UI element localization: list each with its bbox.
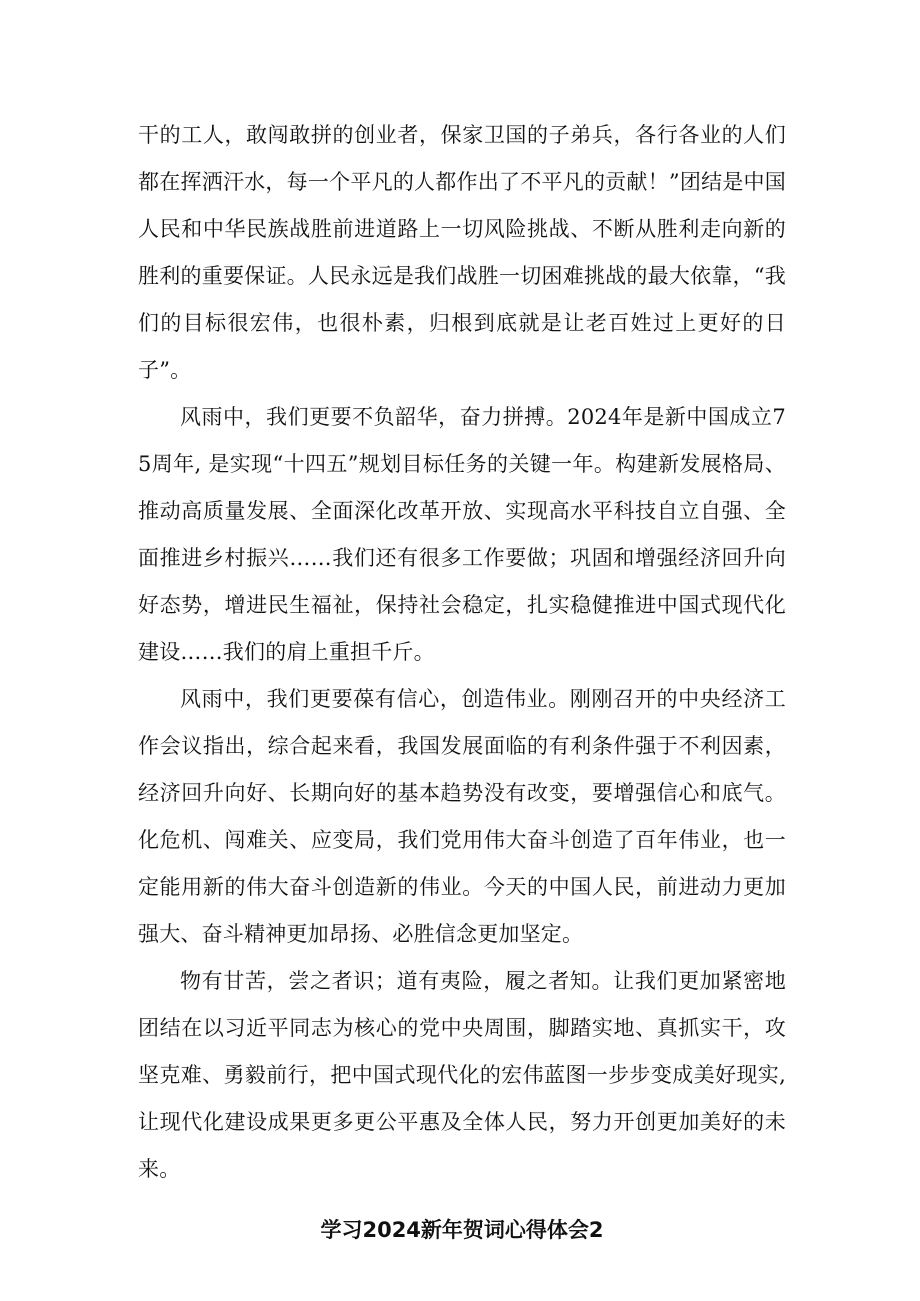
- paragraph-continuation: 干的工人，敢闯敢拼的创业者，保家卫国的子弟兵，各行各业的人们都在挥洒汗水，每一个平凡的人都作出了不平凡的贡献！”团结是中国人民和中华民族战胜前进道路上一切风险挑战、不断从胜利走向新的胜利的重要保证。人民永远是我们战胜一切困难挑战的最大依靠，“我们的目标很宏伟，也很朴素，归根到底就是让老百姓过上更好的日子”。: [138, 123, 786, 382]
- document-page: [138, 112, 786, 1254]
- section-title: 学习2024新年贺词心得体会2: [320, 1218, 604, 1242]
- paragraph-conclusion: 物有甘苦，尝之者识；道有夷险，履之者知。让我们更加紧密地团结在以习近平同志为核心的党中央周围，脚踏实地、真抓实干，攻坚克难、勇毅前行，把中国式现代化的宏伟蓝图一步步变成美好现实, 让现代化建设成果更多更公平惠及全体人民，努力开创更加美好的未来。: [138, 969, 786, 1181]
- paragraph-confidence: 风雨中，我们更要葆有信心，创造伟业。刚刚召开的中央经济工作会议指出，综合起来看，我国发展面临的有利条件强于不利因素，经济回升向好、长期向好的基本趋势没有改变，要增强信心和底气。化危机、闯难关、应变局，我们党用伟大奋斗创造了百年伟业，也一定能用新的伟大奋斗创造新的伟业。今天的中国人民，前进动力更加强大、奋斗精神更加昂扬、必胜信念更加坚定。: [138, 687, 786, 946]
- paragraph-strive: 风雨中，我们更要不负韶华，奋力拼搏。2024年是新中国成立75周年, 是实现“十四五”规划目标任务的关键一年。构建新发展格局、推动高质量发展、全面深化改革开放、实现高水平科技自立自强、全面推进乡村振兴……我们还有很多工作要做；巩固和增强经济回升向好态势，增进民生福祉，保持社会稳定，扎实稳健推进中国式现代化建设……我们的肩上重担千斤。: [138, 405, 786, 664]
